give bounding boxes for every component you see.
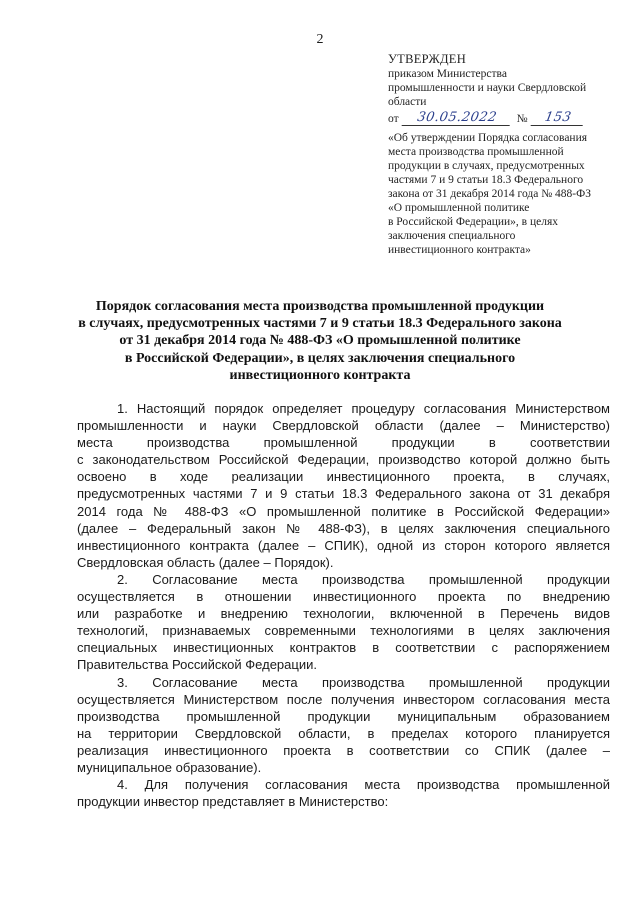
paragraph-line: с законодательством Российской Федерации, производство которой должно быть (77, 452, 610, 468)
approval-subject-line: продукции в случаях, предусмотренных (388, 160, 585, 172)
paragraph-line: продукции инвестор представляет в Министерство: (77, 794, 389, 810)
paragraph-line: (далее – Федеральный закон № 488-ФЗ), в целях заключения специального (77, 520, 610, 536)
document-title (60, 298, 580, 384)
approval-date-number-row (388, 109, 624, 126)
paragraph-line: осуществляется Министерством после получения инвестором согласования места (77, 691, 610, 707)
paragraph-3 (77, 674, 610, 777)
paragraph-line: 2014 года № 488-ФЗ «О промышленной политике в Российской Федерации» (77, 503, 610, 519)
paragraph-line: 2. Согласование места производства промышленной продукции (117, 571, 610, 587)
page-number: 2 (316, 32, 324, 47)
paragraph-line: 3. Согласование места производства промышленной продукции (117, 674, 610, 690)
paragraph-line: реализация инвестиционного проекта в соответствии со СПИК (далее – (77, 742, 610, 758)
approval-order-line: области (388, 96, 427, 108)
paragraph-4 (77, 776, 610, 810)
paragraph-line: освоено в ходе реализации инвестиционного проекта, в случаях, (77, 469, 610, 485)
paragraph-line: предусмотренных частями 7 и 9 статьи 18.3 Федерального закона от 31 декабря (77, 486, 610, 502)
paragraph-line: места производства промышленной продукции в соответствии (77, 435, 610, 451)
title-line: в случаях, предусмотренных частями 7 и 9 статьи 18.3 Федерального закона (78, 316, 562, 332)
approval-subject-line: «Об утверждении Порядка согласования (388, 132, 588, 144)
paragraph-line: Свердловская область (далее – Порядок). (77, 554, 334, 570)
handwritten-date: 30.05.2022 (401, 110, 512, 126)
paragraph-line: специальных инвестиционных контрактов в соответствии с распоряжением (77, 640, 610, 656)
title-line: Порядок согласования места производства промышленной продукции (95, 299, 545, 314)
approval-block (388, 52, 624, 257)
paragraph-line: 4. Для получения согласования места производства промышленной (117, 777, 610, 793)
paragraph-line: осуществляется в отношении инвестиционного проекта по внедрению (77, 589, 610, 605)
title-line: инвестиционного контракта (229, 367, 411, 383)
document-body (77, 400, 610, 810)
approval-order-line: приказом Министерства (388, 68, 507, 80)
paragraph-line: технологий, признаваемых современными технологиями в целях заключения (77, 623, 610, 639)
paragraph-line: Правительства Российской Федерации. (77, 657, 317, 673)
paragraph-2 (77, 571, 610, 674)
paragraph-1 (77, 400, 610, 571)
approval-order-line: промышленности и науки Свердловской (388, 82, 587, 94)
approval-subject-line: закона от 31 декабря 2014 года № 488-ФЗ (388, 188, 591, 200)
paragraph-line: инвестиционного контракта (далее – СПИК), одной из сторон которого является (77, 537, 610, 553)
title-line: от 31 декабря 2014 года № 488-ФЗ «О промышленной политике (119, 333, 521, 349)
date-prefix: от (388, 113, 399, 125)
approval-subject-line: места производства промышленной (388, 146, 564, 158)
title-line: в Российской Федерации», в целях заключения специального (124, 350, 516, 366)
paragraph-line: 1. Настоящий порядок определяет процедуру согласования Министерством (117, 401, 610, 416)
paragraph-line: производства промышленной продукции муниципальным образованием (77, 708, 610, 724)
paragraph-line: или разработке и внедрению технологии, включенной в Перечень видов (77, 606, 610, 622)
approval-subject-line: «О промышленной политике (388, 202, 530, 214)
number-sign: № (516, 113, 528, 125)
approval-subject-line: частями 7 и 9 статьи 18.3 Федерального (388, 174, 584, 186)
paragraph-line: промышленности и науки Свердловской области (далее – Министерство) (77, 418, 610, 434)
handwritten-number: 153 (530, 110, 585, 126)
paragraph-line: на территории Свердловской области, в пределах которого планируется (77, 725, 610, 741)
approval-subject-line: заключения специального (388, 230, 516, 242)
approval-subject-line: в Российской Федерации», в целях (388, 216, 559, 228)
paragraph-line: муниципальное образование). (77, 759, 262, 775)
approval-heading: УТВЕРЖДЕН (388, 52, 467, 66)
approval-subject-line: инвестиционного контракта» (388, 244, 531, 256)
